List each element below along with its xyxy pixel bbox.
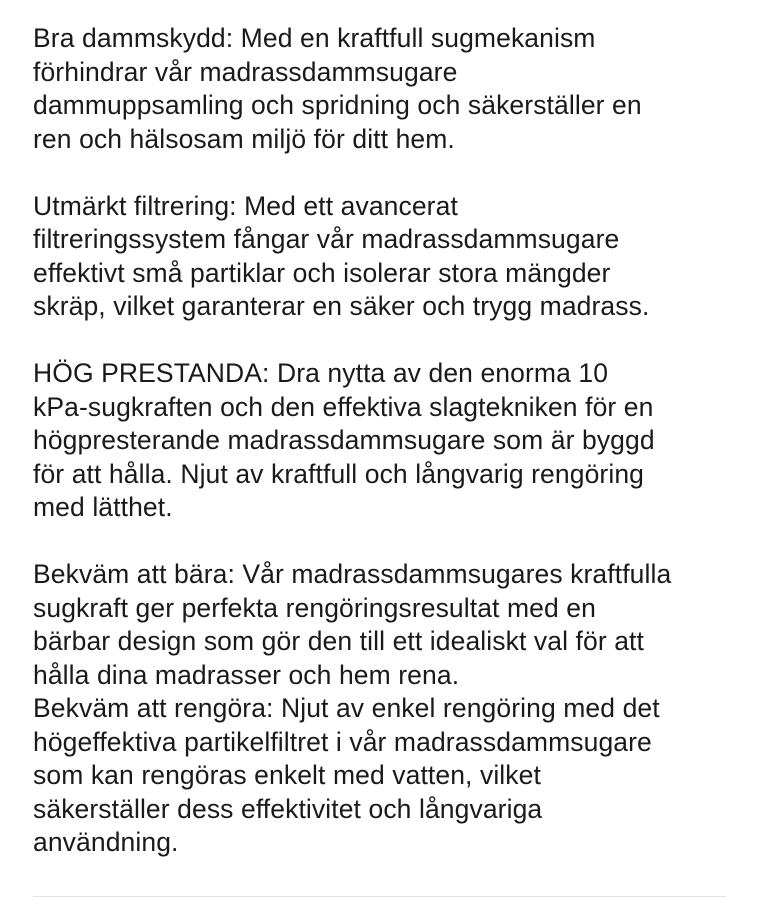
text-line: ren och hälsosam miljö för ditt hem.	[33, 123, 455, 154]
text-line: sugkraft ger perfekta rengöringsresultat med en	[33, 592, 596, 623]
text-line: förhindrar vår madrassdammsugare	[33, 56, 458, 87]
text-line: för att hålla. Njut av kraftfull och långvarig rengöring	[33, 458, 644, 489]
text-line: säkerställer dess effektivitet och långvariga	[33, 793, 543, 824]
text-line: användning.	[33, 827, 179, 857]
text-line: Bra dammskydd: Med en kraftfull sugmekanism	[33, 23, 596, 53]
text-line: med lätthet.	[33, 492, 173, 522]
text-line: Utmärkt filtrering: Med ett avancerat	[33, 190, 458, 221]
paragraph-spacer	[33, 156, 733, 190]
paragraph-filtration	[33, 190, 733, 324]
text-line: högeffektiva partikelfiltret i vår madrassdammsugare	[33, 726, 652, 757]
paragraph-performance	[33, 357, 733, 525]
text-line: HÖG PRESTANDA: Dra nytta av den enorma 10	[33, 358, 609, 388]
text-line: högpresterande madrassdammsugare som är byggd	[33, 425, 655, 455]
text-line: filtreringssystem fångar vår madrassdammsugare	[33, 224, 620, 254]
text-line: hålla dina madrasser och hem rena.	[33, 659, 460, 690]
section-divider	[33, 896, 726, 897]
text-line: effektivt små partiklar och isolerar stora mängder	[33, 257, 611, 288]
text-line: bärbar design som gör den till ett idealiskt val för att	[33, 626, 644, 656]
paragraph-portability	[33, 558, 733, 692]
paragraph-easy-cleaning	[33, 692, 733, 860]
text-line: som kan rengöras enkelt med vatten, vilket	[33, 760, 541, 790]
paragraph-spacer	[33, 324, 733, 358]
text-line: dammuppsamling och spridning och säkerställer en	[33, 90, 642, 120]
text-line: Bekväm att bära: Vår madrassdammsugares kraftfulla	[33, 559, 672, 589]
paragraph-spacer	[33, 525, 733, 559]
product-description	[33, 22, 733, 860]
paragraph-dust-protection	[33, 22, 733, 156]
text-line: skräp, vilket garanterar en säker och trygg madrass.	[33, 291, 650, 321]
text-line: Bekväm att rengöra: Njut av enkel rengöring med det	[33, 693, 660, 723]
text-line: kPa-sugkraften och den effektiva slagtekniken för en	[33, 391, 654, 422]
